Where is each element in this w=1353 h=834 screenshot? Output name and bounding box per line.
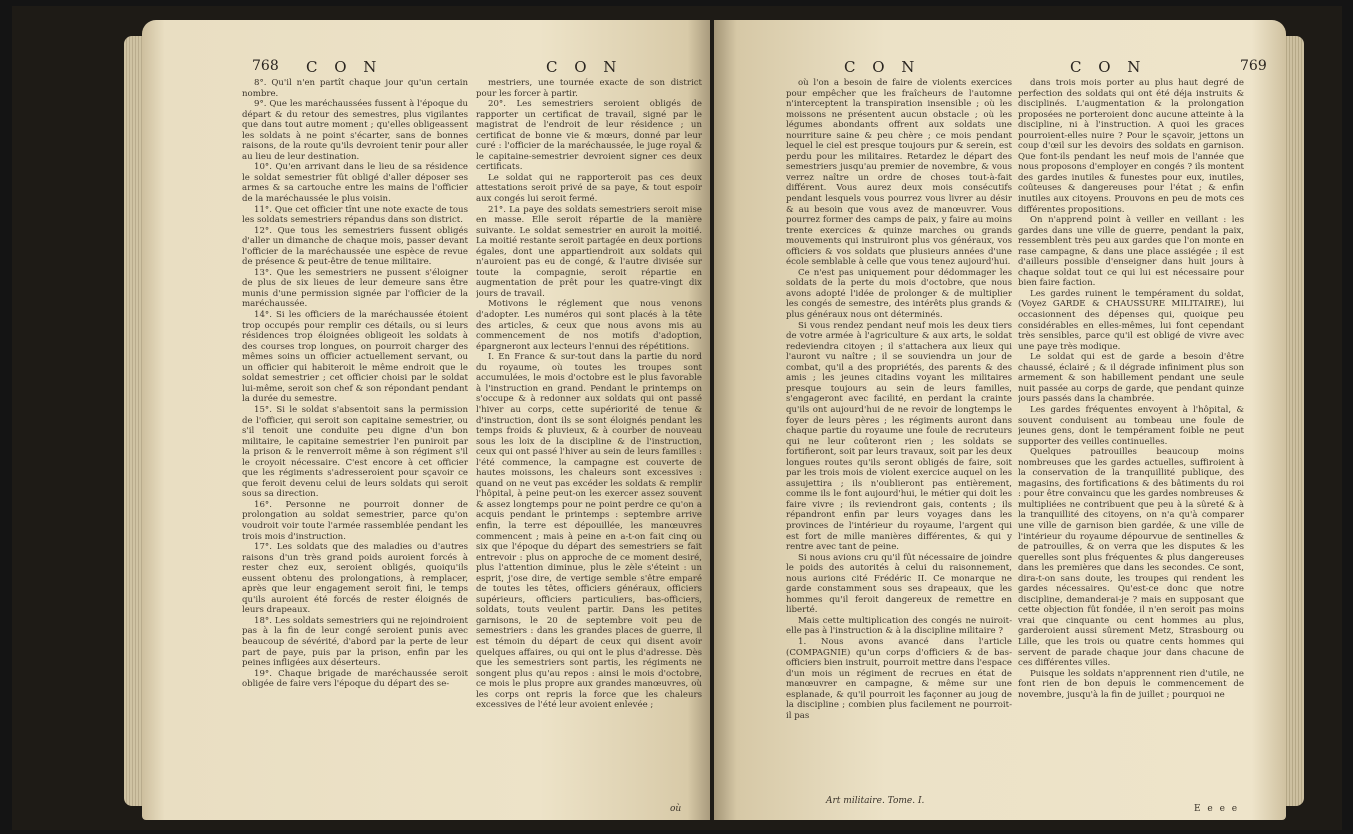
paragraph: 17°. Les soldats que des maladies ou d'autres raisons d'un très grand poids auroient forcés à rester chez eux, seroient obligés, quoiqu'ils eussent obtenu des prolongations, à remplacer, après que leur engagement seroit fini, le temps qu'ils auroient été forcés de rester éloignés de leurs drapeaux. xyxy=(242,542,468,616)
paragraph: 9°. Que les maréchaussées fussent à l'époque du départ & du retour des semestres, plus vigilantes que dans tout autre moment ; qu'elles obligeassent les soldats à ne point s'écarter, sans de bonnes raisons, de la route qu'ils devroient tenir pour aller au lieu de leur destination. xyxy=(242,99,468,162)
catchword: où xyxy=(670,804,682,814)
left-page xyxy=(142,20,710,820)
paragraph: 13°. Que les semestriers ne pussent s'éloigner de plus de six lieues de leur demeure sans être munis d'une permission signée par l'officier de la maréchaussée. xyxy=(242,267,468,310)
text-column-1 xyxy=(786,78,1012,788)
paragraph: 11°. Que cet officier tînt une note exacte de tous les soldats semestriers répandus dans son district. xyxy=(242,204,468,226)
paragraph: Quelques patrouilles beaucoup moins nombreuses que les gardes actuelles, suffiroient à la conservation de la tranquillité publique, des magasins, des fortifications & des bâtiments du roi : pour être convaincu que les gardes nombreuses & multipliées ne contribuent que peu à la sûreté & à la tranquillité des citoyens, on n'a qu'à comparer une ville de garnison bien gardée, & une ville de l'intérieur du royaume dépourvue de sentinelles & de patrouilles, & on verra que les disputes & les querelles sont plus fréquentes & plus dangereuses dans les premières que dans les secondes. Ce sont, dira-t-on sans doute, les troupes qui rendent les gardes nécessaires. Qu'est-ce donc que notre discipline, demanderai-je ? mais en supposant que cette objection fût fondée, il n'en seroit pas moins vrai que cinquante ou cent hommes au plus, garderoient aussi sûrement Metz, Strasbourg ou Lille, que les trois ou quatre cents hommes qui servent de parade chaque jour dans chacune de ces différentes villes. xyxy=(1018,447,1244,669)
paragraph: 12°. Que tous les semestriers fussent obligés d'aller un dimanche de chaque mois, passer devant l'officier de la maréchaussée une espèce de revue de présence & peut-être de tenue militaire. xyxy=(242,225,468,268)
paragraph: 8°. Qu'il n'en partît chaque jour qu'un certain nombre. xyxy=(242,78,468,99)
paragraph: 10°. Qu'en arrivant dans le lieu de sa résidence le soldat semestrier fût obligé d'aller déposer ses armes & sa cartouche entre les mains de l'officier de la maréchaussée le plus voisin. xyxy=(242,162,468,205)
running-head: C O N xyxy=(1070,58,1147,76)
paragraph: Ce n'est pas uniquement pour dédommager les soldats de la perte du mois d'octobre, que nous avons adopté l'idée de prolonger & de multiplier les congés de semestre, des intérêts plus grands & plus généraux nous ont déterminés. xyxy=(786,267,1012,321)
running-head: C O N xyxy=(306,58,383,76)
paragraph: Les gardes ruinent le tempérament du soldat, (Voyez GARDE & CHAUSSURE MILITAIRE), lui occasionnent des dépenses qui, quoique peu considérables en elles-mêmes, lui font cependant très sensibles, parce qu'il est obligé de vivre avec une paye très modique. xyxy=(1018,288,1244,352)
paragraph: 19°. Chaque brigade de maréchaussée seroit obligée de faire vers l'époque du départ des se- xyxy=(242,668,468,690)
paragraph: Les gardes fréquentes envoyent à l'hôpital, & souvent conduisent au tombeau une foule de jeunes gens, dont le tempérament foible ne peut supporter des veilles continuelles. xyxy=(1018,404,1244,447)
paragraph: Si nous avions cru qu'il fût nécessaire de joindre le poids des autorités à celui du raisonnement, nous aurions cité Frédéric II. Ce monarque ne garde constamment sous ses drapeaux, que les hommes qu'il feroit dangereux de remettre en liberté. xyxy=(786,552,1012,616)
paragraph: Si vous rendez pendant neuf mois les deux tiers de votre armée à l'agriculture & aux arts, le soldat redeviendra citoyen ; il s'attachera aux lieux qui l'auront vu naître ; il se souviendra un jour de combat, qu'il a des propriétés, des parents & des amis ; les jeunes citadins voyant les militaires presque toujours au sein de leurs familles, s'engageront avec facilité, en perdant la crainte qu'ils ont aujourd'hui de ne revoir de longtemps le foyer de leurs pères ; les régiments auront dans chaque partie du royaume une foule de recruteurs qui ne leur coûteront rien ; les soldats se fortifieront, soit par leurs travaux, soit par les deux longues routes qu'ils seront obligés de faire, soit par les trois mois de violent exercice auquel on les assujettira ; ils n'oublieront pas entièrement, comme ils le font aujourd'hui, le métier qui doit les faire vivre ; ils reviendront gais, contents ; ils répandront enfin par leurs voyages dans les provinces de l'intérieur du royaume, l'argent qui est fort de mille manières différentes, & qui y rentre avec tant de peine. xyxy=(786,320,1012,553)
paragraph: mestriers, une tournée exacte de son district pour les forcer à partir. xyxy=(476,78,702,99)
paragraph: 15°. Si le soldat s'absentoit sans la permission de l'officier, qui seroit son capitaine semestrier, ou s'il tenoit une conduite peu digne d'un bon militaire, le capitaine semestrier l'en puniroit par la prison & le renverroit même à son régiment s'il le croyoit nécessaire. C'est encore à cet officier que les régiments s'adresseroient pour sçavoir ce que feroit devenu celui de leurs soldats qui seroit sous sa direction. xyxy=(242,404,468,500)
paragraph: Puisque les soldats n'apprennent rien d'utile, ne font rien de bon depuis le commencement de novembre, jusqu'à la fin de juillet ; pourquoi ne xyxy=(1018,668,1244,700)
paragraph: 14°. Si les officiers de la maréchaussée étoient trop occupés pour remplir ces détails, ou si leurs résidences trop éloignées obligeoit les soldats à des courses trop longues, on pourroit charger des mêmes soins un officier actuellement servant, ou un officier qui habiteroit le même endroit que le soldat semestrier ; cet officier choisi par le soldat lui-même, seroit son chef & son répondant pendant la durée du semestre. xyxy=(242,310,468,405)
page-number: 768 xyxy=(252,58,279,74)
page-number: 769 xyxy=(1240,58,1267,74)
paragraph: 1. Nous avons avancé dans l'article (COMPAGNIE) qu'un corps d'officiers & de bas-officiers bien instruit, pourroit mettre dans l'espace d'un mois un régiment de recrues en état de manœuvrer en campagne, & même sur une esplanade, & qu'il pourroit les façonner au joug de la discipline ; combien plus facilement ne pourroit-il pas xyxy=(786,636,1012,721)
right-page-edges xyxy=(1284,36,1304,806)
text-column-2 xyxy=(476,78,702,808)
right-page xyxy=(714,20,1286,820)
paragraph: Le soldat qui est de garde a besoin d'être chaussé, éclairé ; & il dégrade infiniment plus son armement & son habillement pendant une seule nuit passée au corps de garde, que pendant quinze jours passés dans la chambrée. xyxy=(1018,352,1244,405)
paragraph: Mais cette multiplication des congés ne nuiroit-elle pas à l'instruction & à la discipline militaire ? xyxy=(786,615,1012,637)
paragraph: dans trois mois porter au plus haut degré de perfection des soldats qui ont été déja instruits & disciplinés. L'augmentation & la prolongation proposées ne porteroient donc aucune atteinte à la discipline, ni à l'instruction. A quoi les graces pourroient-elles nuire ? Pour le sçavoir, jettons un coup d'œil sur les devoirs des soldats en garnison. Que font-ils pendant les neuf mois de l'année que nous proposons d'employer en congés ? ils montent des gardes inutiles & funestes pour eux, inutiles, coûteuses & dangereuses pour l'état ; & enfin inutiles aux citoyens. Prouvons en peu de mots ces différentes propositions. xyxy=(1018,78,1244,215)
paragraph: 21°. La paye des soldats semestriers seroit mise en masse. Elle seroit répartie de la manière suivante. Le soldat semestrier en auroit la moitié. La moitié restante seroit partagée en deux portions égales, dont une appartiendroit aux soldats qui n'auroient pas eu de congé, & l'autre divisée sur toute la compagnie, seroit répartie en augmentation de prêt pour les quatre-vingt dix jours de travail. xyxy=(476,204,702,299)
running-head: C O N xyxy=(546,58,623,76)
paragraph: Motivons le réglement que nous venons d'adopter. Les numéros qui sont placés à la tête des articles, & ceux que nous avons mis au commencement de nos motifs d'adoption, épargneront aux lecteurs l'ennui des répétitions. xyxy=(476,299,702,352)
text-column-2 xyxy=(1018,78,1244,798)
footer-title: Art militaire. Tome. I. xyxy=(826,796,925,806)
paragraph: On n'apprend point à veiller en veillant : les gardes dans une ville de guerre, pendant la paix, ressemblent très peu aux gardes que l'on monte en rase campagne, & dans une place assiégée ; il est d'ailleurs possible d'enseigner dans huit jours à chaque soldat tout ce qui lui est nécessaire pour bien faire faction. xyxy=(1018,215,1244,289)
book-spread xyxy=(12,6,1342,830)
paragraph: où l'on a besoin de faire de violents exercices pour empêcher que les fraîcheurs de l'automne n'interceptent la transpiration insensible ; où les moissons ne présentent aucun obstacle ; où les légumes abondants offrent aux soldats une nourriture saine & peu chère ; ce mois pendant lequel le ciel est presque toujours pur & serein, est perdu pour les militaires. Retardez le départ des semestriers jusqu'au premier de novembre, & vous verrez naître un ordre de choses tout-à-fait différent. Vous aurez deux mois consécutifs pendant lesquels vous pourrez vous livrer au désir & au besoin que vous avez de manœuvrer. Vous pourrez former des camps de paix, y faire au moins trente exercices & quinze marches ou grands mouvements qui instruiront plus vos généraux, vos officiers & vos soldats que plusieurs années d'une école semblable à celle que vous tenez aujourd'hui. xyxy=(786,78,1012,268)
running-head: C O N xyxy=(844,58,921,76)
signature-mark: E e e e xyxy=(1194,804,1240,814)
paragraph: 20°. Les semestriers seroient obligés de rapporter un certificat de travail, signé par le magistrat de l'endroit de leur résidence ; un certificat de bonne vie & mœurs, donné par leur curé : l'officier de la maréchaussée, le juge royal & le capitaine-semestrier devroient signer ces deux certificats. xyxy=(476,99,702,173)
paragraph: 18°. Les soldats semestriers qui ne rejoindroient pas à la fin de leur congé seroient punis avec beaucoup de sévérité, d'abord par la perte de leur part de paye, puis par la prison, enfin par les peines infligées aux déserteurs. xyxy=(242,615,468,669)
paragraph: 16°. Personne ne pourroit donner de prolongation au soldat semestrier, parce qu'on voudroit voir toute l'armée rassemblée pendant les trois mois d'instruction. xyxy=(242,499,468,542)
paragraph: Le soldat qui ne rapporteroit pas ces deux attestations seroit privé de sa paye, & tout espoir aux congés lui seroit fermé. xyxy=(476,172,702,205)
text-column-1 xyxy=(242,78,468,808)
paragraph: I. En France & sur-tout dans la partie du nord du royaume, où toutes les troupes sont accumulées, le mois d'octobre est le plus favorable à l'instruction en grand. Pendant le printemps on s'occupe & à redonner aux soldats qui ont passé l'hiver au corps, cette supériorité de tenue & d'instruction, dont ils se sont éloignés pendant les temps froids & pluvieux, & à courber de nouveau sous les loix de la discipline & de l'instruction, ceux qui ont passé l'hiver au sein de leurs familles : l'été commence, la campagne est couverte de hautes moissons, les chaleurs sont excessives : quand on ne veut pas excéder les soldats & remplir l'hôpital, à peine peut-on les exercer assez souvent & assez longtemps pour ne point perdre ce qu'on a acquis pendant le printemps : septembre arrive enfin, la terre est dépouillée, les manœuvres commencent ; mais à peine en a-t-on fait cinq ou six que l'époque du départ des semestriers se fait entrevoir : plus on approche de ce moment desiré, plus l'attention diminue, plus le zèle s'éteint : un esprit, j'ose dire, de vertige semble s'être emparé de toutes les têtes, officiers généraux, officiers supérieurs, officiers particuliers, bas-officiers, soldats, touts veulent partir. Dans les petites garnisons, le 20 de septembre voit peu de semestriers : dans les grandes places de guerre, il est témoin du départ de ceux qui disent avoir quelques affaires, ou qui ont le plus d'adresse. Dès que les semestriers sont partis, les régiments ne songent plus qu'au repos : ainsi le mois d'octobre, ce mois le plus propre aux grandes manœuvres, où les corps ont repris la force que les chaleurs excessives de l'été leur avoient enlevée ; xyxy=(476,352,702,711)
